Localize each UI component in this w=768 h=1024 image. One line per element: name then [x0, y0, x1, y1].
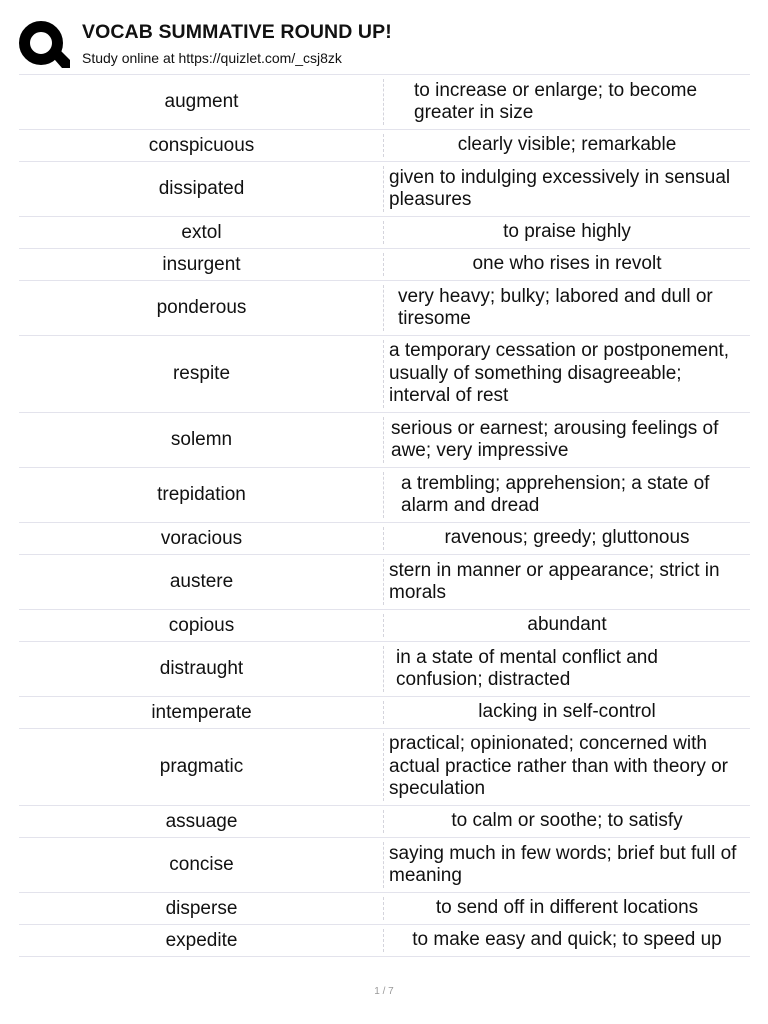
document-title: VOCAB SUMMATIVE ROUND UP! [82, 21, 392, 43]
definition-cell: very heavy; bulky; labored and dull or tiresome [398, 285, 713, 329]
definition-cell: abundant [527, 614, 607, 636]
term-cell: expedite [165, 929, 238, 951]
table-row [19, 610, 750, 642]
column-divider [383, 733, 384, 801]
column-divider [383, 253, 384, 276]
table-row [19, 925, 750, 957]
column-divider [383, 340, 384, 408]
table-row [19, 729, 750, 806]
column-divider [383, 810, 384, 833]
definition-cell: given to indulging excessively in sensual pleasures [389, 166, 731, 210]
definition-cell: serious or earnest; arousing feelings of awe; very impressive [391, 417, 719, 461]
table-row [19, 413, 750, 468]
definition-cell: a trembling; apprehension; a state of alarm and dread [401, 472, 710, 516]
definition-cell: a temporary cessation or postponement, usually of something disagreeable; interval of rest [389, 340, 730, 407]
column-divider [383, 897, 384, 920]
definition-cell: one who rises in revolt [472, 253, 662, 275]
definition-cell: to praise highly [503, 221, 631, 243]
term-cell: dissipated [158, 178, 245, 199]
column-divider [383, 527, 384, 550]
term-cell: trepidation [157, 484, 246, 505]
quizlet-logo-icon [18, 20, 70, 72]
term-cell: disperse [165, 897, 238, 919]
page-header [0, 0, 768, 74]
table-row [19, 893, 750, 925]
definition-cell: ravenous; greedy; gluttonous [444, 527, 690, 549]
term-cell: intemperate [151, 701, 252, 723]
table-row [19, 75, 750, 130]
term-cell: austere [169, 571, 234, 592]
column-divider [383, 842, 384, 888]
definition-cell: lacking in self-control [478, 701, 656, 723]
page-indicator: 1 / 7 [374, 986, 394, 997]
term-cell: ponderous [156, 297, 247, 318]
term-cell: solemn [170, 429, 233, 450]
term-cell: insurgent [162, 253, 241, 275]
term-cell: voracious [160, 527, 243, 549]
table-row [19, 130, 750, 162]
table-row [19, 249, 750, 281]
column-divider [383, 559, 384, 605]
table-row [19, 336, 750, 413]
term-cell: augment [164, 91, 239, 112]
definition-cell: to increase or enlarge; to become greater in size [414, 79, 698, 123]
column-divider [383, 929, 384, 952]
definition-cell: practical; opinionated; concerned with actual practice rather than with theory or speculation [389, 733, 729, 800]
column-divider [383, 472, 384, 518]
definition-cell: saying much in few words; brief but full of meaning [389, 842, 737, 886]
table-row [19, 217, 750, 249]
definition-cell: to make easy and quick; to speed up [412, 929, 722, 951]
table-row [19, 806, 750, 838]
term-cell: copious [168, 614, 235, 636]
column-divider [383, 134, 384, 157]
column-divider [383, 79, 384, 125]
column-divider [383, 285, 384, 331]
table-row [19, 838, 750, 893]
term-cell: pragmatic [159, 756, 244, 777]
table-row [19, 468, 750, 523]
column-divider [383, 221, 384, 244]
flashcard-table [19, 74, 750, 957]
column-divider [383, 166, 384, 212]
term-cell: respite [172, 363, 231, 384]
definition-cell: stern in manner or appearance; strict in morals [389, 559, 720, 603]
study-link-text: Study online at https://quizlet.com/_csj8zk [82, 50, 342, 66]
term-cell: extol [181, 221, 222, 243]
column-divider [383, 646, 384, 692]
table-row [19, 697, 750, 729]
term-cell: distraught [159, 658, 244, 679]
table-row [19, 642, 750, 697]
definition-cell: to calm or soothe; to satisfy [451, 810, 683, 832]
column-divider [383, 417, 384, 463]
term-cell: concise [169, 854, 234, 875]
column-divider [383, 701, 384, 724]
table-row [19, 523, 750, 555]
table-row [19, 555, 750, 610]
definition-cell: clearly visible; remarkable [457, 134, 677, 156]
table-row [19, 162, 750, 217]
term-cell: assuage [165, 810, 238, 832]
definition-cell: in a state of mental conflict and confusion; distracted [396, 646, 658, 690]
table-row [19, 281, 750, 336]
definition-cell: to send off in different locations [435, 897, 699, 919]
term-cell: conspicuous [148, 134, 255, 156]
column-divider [383, 614, 384, 637]
